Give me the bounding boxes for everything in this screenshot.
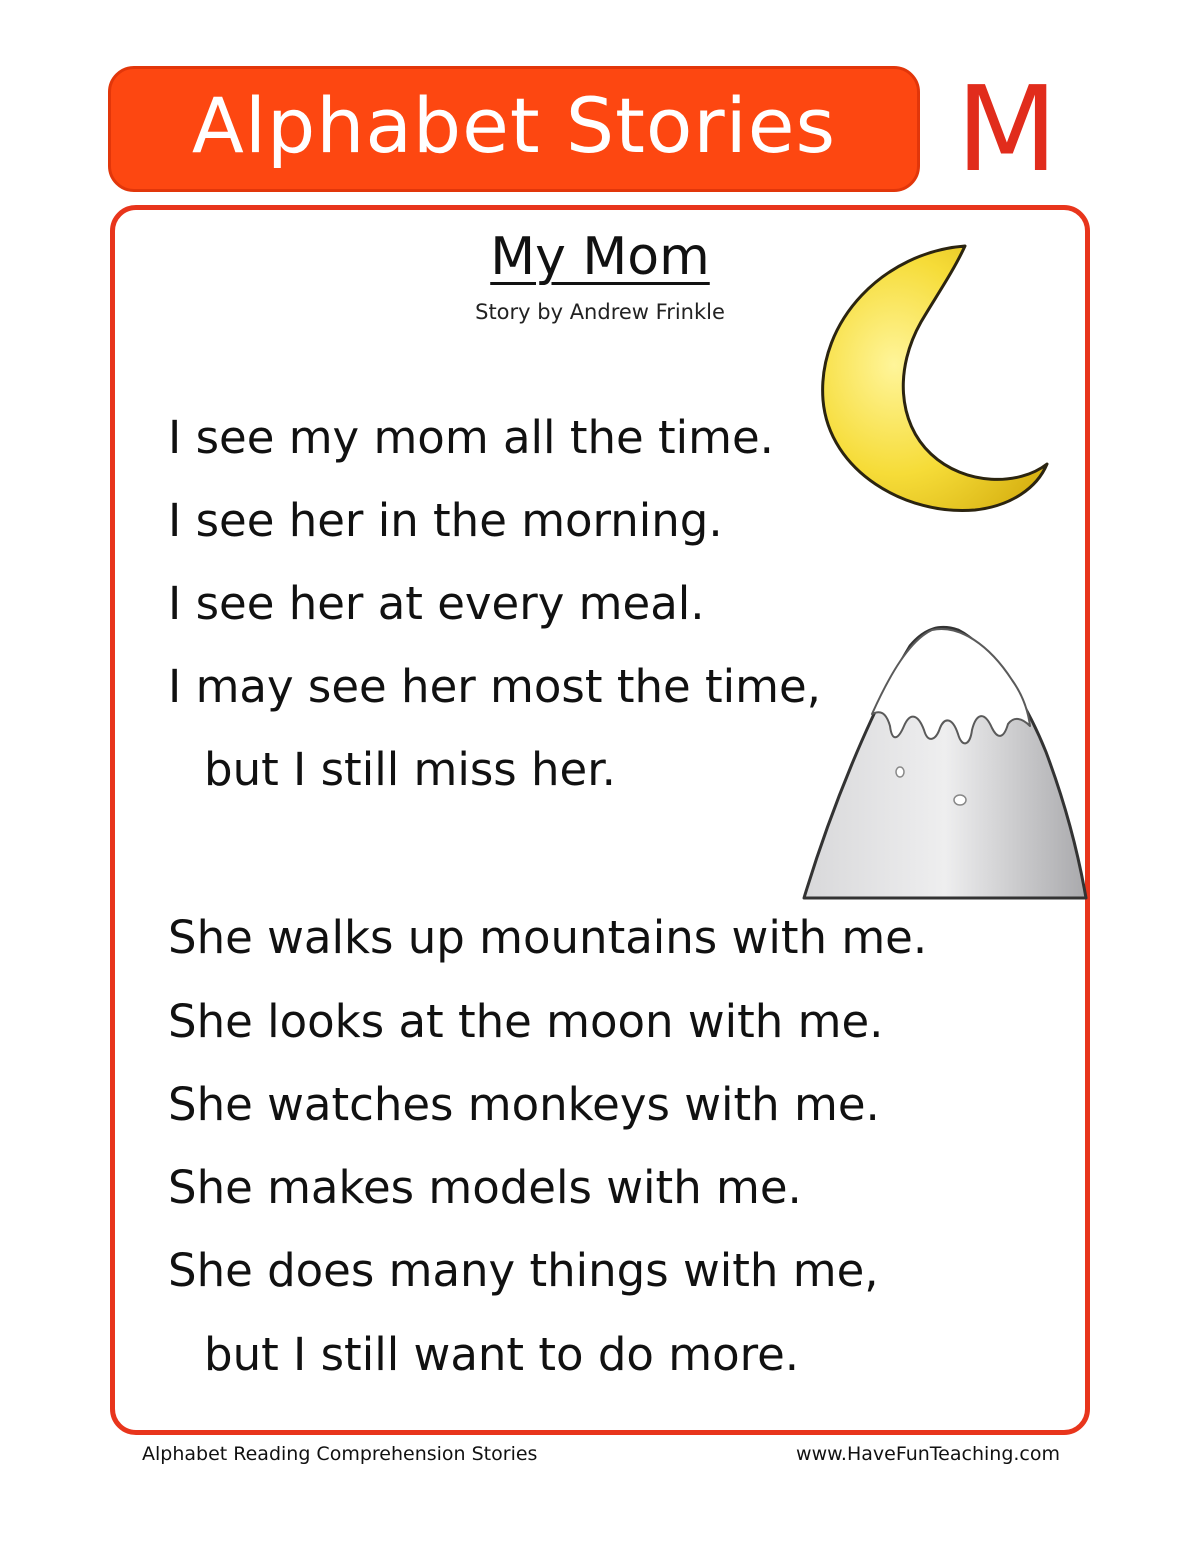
story-title-text: My Mom [490, 227, 710, 287]
story-line-3: I see her at every meal. [168, 577, 705, 630]
mountain-icon [800, 622, 1088, 902]
footer-series-label: Alphabet Reading Comprehension Stories [142, 1443, 538, 1465]
story-line-9: She makes models with me. [168, 1161, 802, 1214]
header-banner [108, 66, 920, 192]
story-line-4: I may see her most the time, [168, 660, 821, 713]
header-title: Alphabet Stories [191, 81, 837, 170]
story-line-8: She watches monkeys with me. [168, 1078, 880, 1131]
letter-mark: M [956, 60, 1058, 198]
story-title [300, 225, 900, 289]
moon-icon [815, 240, 1050, 520]
story-author: Story by Andrew Frinkle [475, 300, 725, 324]
story-line-5: but I still miss her. [204, 743, 616, 796]
story-line-7: She looks at the moon with me. [168, 995, 884, 1048]
story-line-1: I see my mom all the time. [168, 411, 774, 464]
story-line-10: She does many things with me, [168, 1244, 879, 1297]
story-line-11: but I still want to do more. [204, 1328, 800, 1381]
footer-website[interactable]: www.HaveFunTeaching.com [796, 1443, 1060, 1465]
story-line-2: I see her in the morning. [168, 494, 723, 547]
story-line-6: She walks up mountains with me. [168, 911, 928, 964]
